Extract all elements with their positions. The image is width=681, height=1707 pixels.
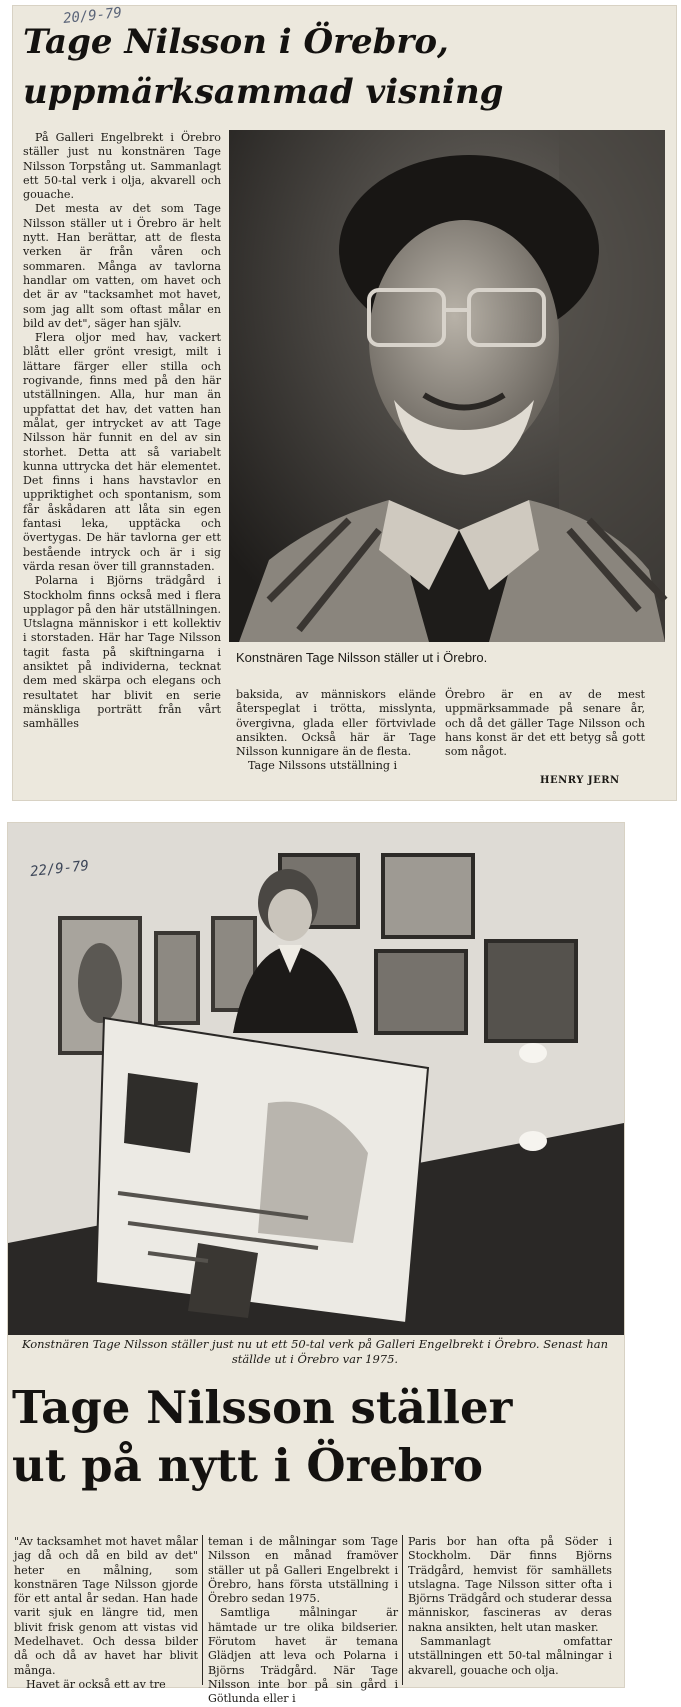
paragraph: Tage Nilssons utställning i	[248, 759, 398, 773]
article-column-2	[236, 688, 436, 773]
column-divider	[402, 1535, 403, 1685]
photo-caption: Konstnären Tage Nilsson ställer ut i Örebro.	[236, 650, 488, 665]
paragraph: teman i de målningar som Tage Nilsson en månad framöver ställer ut på Galleri Engelbrekt i Örebro, hans första utställning i Örebro sedan 1975.	[208, 1535, 398, 1606]
clipping-2	[8, 823, 624, 1706]
column-divider	[202, 1535, 203, 1685]
paragraph: Flera oljor med hav, vackert blått eller grönt vresigt, milt i lättare färger eller stilla och rogivande, finns med på den här utställningen. Alla, hur man än uppfattat det hav, det vatten han målat, ger intrycket av att Tage Nilsson här funnit en del av sin storhet. Detta att så variabelt kunna uttrycka det här elementet. Det finns i hans havstavlor en uppriktighet och spontanism, som får åskådaren att låta sin egen fantasi leka, upptäcka och övertygas. De här tavlorna ger ett bestående intryck och är i sig värda resan över till grannstaden.	[23, 331, 221, 573]
headline-line-2: ut på nytt i Örebro	[12, 1439, 484, 1492]
byline: HENRY JERN	[540, 775, 620, 786]
photo-caption: Konstnären Tage Nilsson ställer just nu ut ett 50-tal verk på Galleri Engelbrekt i Örebro. Senast han ställde ut i Örebro var 1975.	[21, 1337, 609, 1366]
paragraph: baksida, av människors elände återspeglat i trötta, misslynta, övergivna, glada eller förtvivlade ansikten. Också här är Tage Nilsson kunnigare än de flesta.	[236, 688, 436, 759]
article-column-1	[23, 131, 221, 751]
article-column-3	[408, 1535, 612, 1687]
paragraph: Havet är också ett av tre	[26, 1677, 166, 1691]
paragraph: Polarna i Björns trädgård i Stockholm finns också med i flera upplagor på den här utställningen. Utslagna människor i ett kollektiv i storstaden. Här har Tage Nilsson tagit fasta på skiftningarna i ansiktet på individerna, tecknat dem med skärpa och elegans och resultatet har blivit en serie mänskliga porträtt från vårt samhälles	[23, 574, 221, 731]
paragraph: Paris bor han ofta på Söder i Stockholm. Där finns Björns Trädgård, hemvist för samhällets utslagna. Tage Nilsson sitter ofta i Björns Trädgård och studerar dessa människor, fascineras av deras nakna ansikten, helt utan masker.	[408, 1535, 612, 1634]
headline-line-2: uppmärksammad visning	[23, 72, 504, 112]
clipping-1	[13, 6, 676, 800]
headline-line-1: Tage Nilsson i Örebro,	[23, 22, 449, 62]
article-column-2	[208, 1535, 398, 1706]
paragraph: På Galleri Engelbrekt i Örebro ställer just nu konstnären Tage Nilsson Torpstång ut. Sammanlagt ett 50-tal verk i olja, akvarell och gouache.	[23, 131, 221, 202]
paragraph: Örebro är en av de mest uppmärksammade på senare år, och då det gäller Tage Nilsson och hans konst är det ett betyg så gott som något.	[445, 688, 645, 759]
paragraph: Det mesta av det som Tage Nilsson ställer ut i Örebro är helt nytt. Han berättar, att de flesta verken är från våren och sommaren. Många av tavlorna handlar om vatten, om havet och det är av "tacksamhet mot havet, som jag allt som oftast målar en bild av det", säger han själv.	[23, 202, 221, 330]
article-column-1	[14, 1535, 198, 1691]
paragraph: Sammanlagt omfattar utställningen ett 50-tal målningar i akvarell, gouache och olja.	[408, 1635, 612, 1677]
portrait-illustration	[229, 130, 665, 642]
portrait-photo	[229, 130, 665, 642]
article-column-3	[445, 688, 645, 759]
paragraph: Samtliga målningar är hämtade ur tre olika bildserier. Förutom havet är temana Glädjen att leva och Polarna i Björns Trädgård. När Tage Nilsson inte bor på sin gård i Götlunda eller i	[208, 1606, 398, 1706]
headline-line-1: Tage Nilsson ställer	[12, 1381, 513, 1434]
handwritten-date: 22/9-79	[29, 857, 90, 881]
gallery-illustration	[8, 823, 624, 1335]
handwritten-date: 20/9-79	[62, 4, 123, 28]
paragraph: "Av tacksamhet mot havet målar jag då och då en bild av det" heter en målning, som konstnären Tage Nilsson gjorde för ett antal år sedan. Han hade varit sjuk en längre tid, men blivit frisk genom att vistas vid Medelhavet. Och dessa bilder då och då av havet har blivit många.	[14, 1535, 198, 1677]
gallery-photo	[8, 823, 624, 1335]
